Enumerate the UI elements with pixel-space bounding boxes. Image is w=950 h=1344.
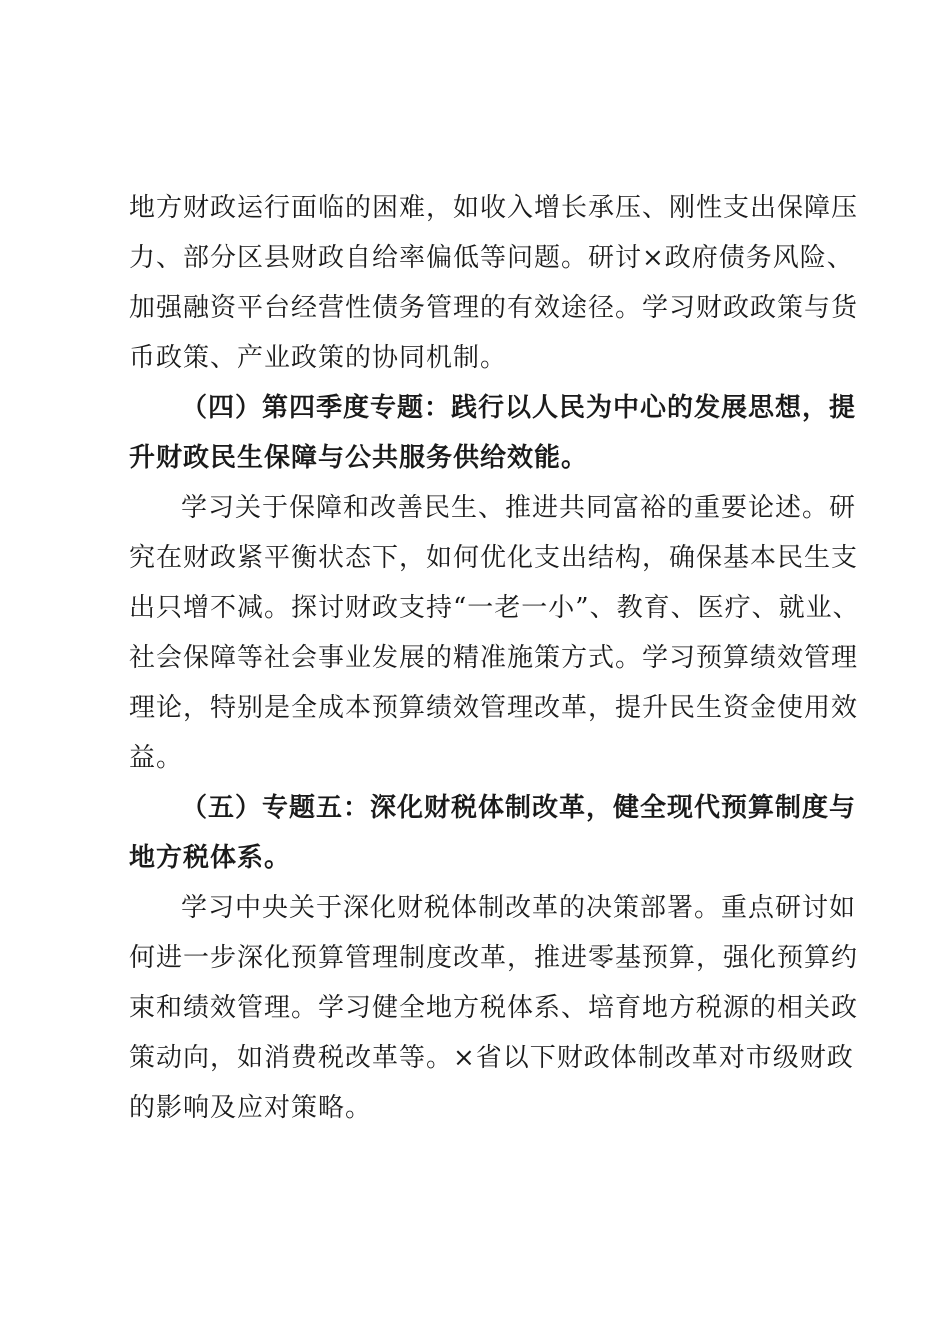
text-line: 益。 xyxy=(129,743,184,773)
text-line: 策动向，如消费税改革等。×省以下财政体制改革对市级财政 xyxy=(129,1043,854,1073)
body-paragraph xyxy=(129,483,860,783)
text-line: 的影响及应对策略。 xyxy=(129,1093,373,1123)
text-line: 究在财政紧平衡状态下，如何优化支出结构，确保基本民生支 xyxy=(129,543,859,573)
text-line: 学习关于保障和改善民生、推进共同富裕的重要论述。研 xyxy=(181,493,857,523)
text-line: 学习中央关于深化财税体制改革的决策部署。重点研讨如 xyxy=(181,893,857,923)
text-line: 出只增不减。探讨财政支持“一老一小”、教育、医疗、就业、 xyxy=(129,593,860,623)
heading-line: （五）专题五：深化财税体制改革，健全现代预算制度与 xyxy=(181,793,857,823)
text-line: 加强融资平台经营性债务管理的有效途径。学习财政政策与货 xyxy=(129,293,859,323)
body-paragraph xyxy=(129,883,859,1133)
text-line: 币政策、产业政策的协同机制。 xyxy=(129,343,508,373)
section-heading xyxy=(129,783,857,883)
text-line: 社会保障等社会事业发展的精准施策方式。学习预算绩效管理 xyxy=(129,643,859,673)
text-line: 束和绩效管理。学习健全地方税体系、培育地方税源的相关政 xyxy=(129,993,859,1023)
text-line: 何进一步深化预算管理制度改革，推进零基预算，强化预算约 xyxy=(129,943,859,973)
body-paragraph xyxy=(129,183,859,383)
heading-line: 地方税体系。 xyxy=(129,843,292,873)
heading-line: （四）第四季度专题：践行以人民为中心的发展思想，提 xyxy=(181,393,857,423)
section-heading xyxy=(129,383,857,483)
text-line: 地方财政运行面临的困难，如收入增长承压、刚性支出保障压 xyxy=(129,193,859,223)
text-line: 力、部分区县财政自给率偏低等问题。研讨×政府债务风险、 xyxy=(129,243,854,273)
document-body xyxy=(129,183,860,1133)
heading-line: 升财政民生保障与公共服务供给效能。 xyxy=(129,443,589,473)
text-line: 理论，特别是全成本预算绩效管理改革，提升民生资金使用效 xyxy=(129,693,859,723)
